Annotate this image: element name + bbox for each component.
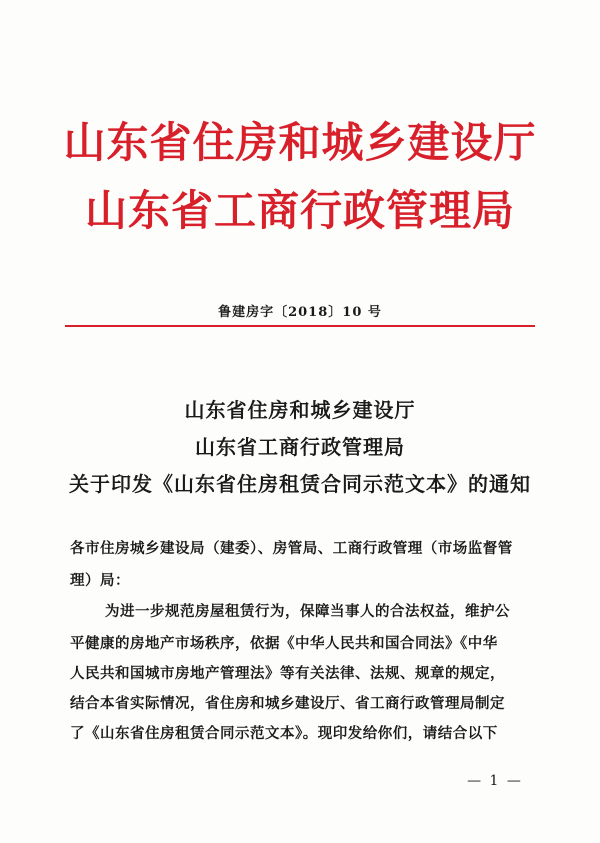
body-paragraph-line: 为进一步规范房屋租赁行为，保障当事人的合法权益，维护公 [105, 603, 510, 620]
notice-title-line-2: 山东省工商行政管理局 [195, 435, 405, 459]
body-paragraph-line: 结合本省实际情况，省住房和城乡建设厅、省工商行政管理局制定 [70, 695, 505, 712]
body-paragraph-line: 了《山东省住房租赁合同示范文本》。现印发给你们，请结合以下 [70, 725, 498, 742]
red-divider-line [65, 325, 535, 327]
body-paragraph-line: 人民共和国城市房地产管理法》等有关法律、法规、规章的规定， [70, 665, 505, 682]
page-number: — 1 — [467, 773, 523, 789]
body-paragraph-line: 平健康的房地产市场秩序，依据《中华人民共和国合同法》《中华 [70, 635, 498, 652]
document-number: 鲁建房字〔2018〕10 号 [218, 305, 382, 320]
recipients-line-2: 理）局： [70, 572, 130, 589]
notice-title-line-3: 关于印发《山东省住房租赁合同示范文本》的通知 [69, 472, 531, 496]
notice-title-line-1: 山东省住房和城乡建设厅 [184, 398, 416, 422]
issuer-header-line-2: 山东省工商行政管理局 [84, 186, 515, 235]
issuer-header-line-1: 山东省住房和城乡建设厅 [63, 118, 537, 167]
recipients-line-1: 各市住房城乡建设局（建委）、房管局、工商行政管理（市场监督管 [70, 540, 513, 557]
